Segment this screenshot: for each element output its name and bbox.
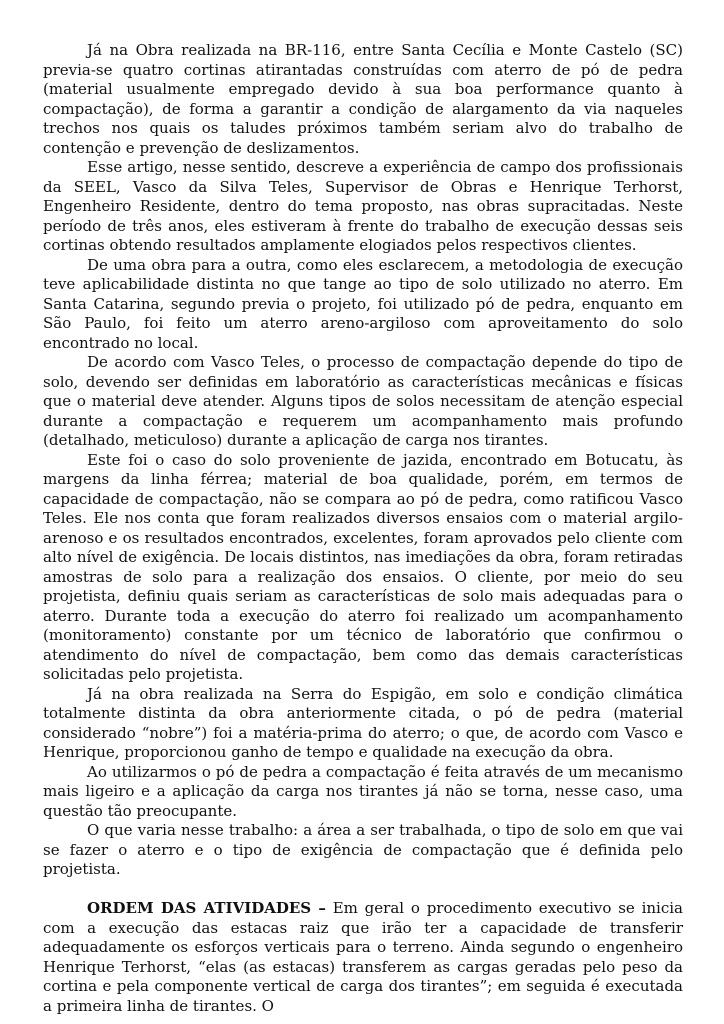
paragraph-br116-works: Já na Obra realizada na BR-116, entre Santa Cecília e Monte Castelo (SC) previa-se quatro cortinas atirantadas construídas com aterro de pó de pedra (material usualmente empregado devido à sua boa performance quanto à compactação), de forma a garantir a condição de alargamento da via naqueles trechos nos quais os taludes próximos também seriam alvo do trabalho de contenção e prevenção de deslizamentos. [43, 41, 683, 157]
section-order-of-activities [43, 899, 683, 1016]
document-page [43, 41, 683, 1016]
paragraph-compaction-process: De acordo com Vasco Teles, o processo de compactação depende do tipo de solo, devendo ser definidas em laboratório as características mecânicas e físicas que o material deve atender. Alguns tipos de solos necessitam de atenção especial durante a compactação e requerem um acompanhamento mais profundo (detalhado, meticuloso) durante a aplicação de carga nos tirantes. [43, 353, 683, 449]
paragraph-stone-dust: Ao utilizarmos o pó de pedra a compactação é feita através de um mecanismo mais ligeiro e a aplicação da carga nos tirantes já não se torna, nesse caso, uma questão tão preocupante. [43, 762, 683, 820]
section-text: Em geral o procedimento executivo se inicia com a execução das estacas raiz que irão ter a capacidade de transferir adequadamente os esforços verticais para o terreno. Ainda segundo o engenheiro Henrique Terhorst, “elas (as estacas) transferem as cargas geradas pelo peso da cortina e pela componente vertical de carga dos tirantes”; em seguida é executada a primeira linha de tirantes. O [43, 899, 683, 1015]
paragraph-methodology: De uma obra para a outra, como eles esclarecem, a metodologia de execução teve aplicabilidade distinta no que tange ao tipo de solo utilizado no aterro. Em Santa Catarina, segundo previa o projeto, foi utilizado pó de pedra, enquanto em São Paulo, foi feito um aterro areno-argiloso com aproveitamento do solo encontrado no local. [43, 255, 683, 352]
paragraph-serra-do-espigao: Já na obra realizada na Serra do Espigão, em solo e condição climática totalmente distinta da obra anteriormente citada, o pó de pedra (material considerado “nobre”) foi a matéria-prima do aterro; o que, de acordo com Vasco e Henrique, proporcionou ganho de tempo e qualidade na execução da obra. [43, 684, 683, 761]
paragraph-botucatu-soil: Este foi o caso do solo proveniente de jazida, encontrado em Botucatu, às margens da linha férrea; material de boa qualidade, porém, em termos de capacidade de compactação, não se compara ao pó de pedra, como ratificou Vasco Teles. Ele nos conta que foram realizados diversos ensaios com o material argilo-arenoso e os resultados encontrados, excelentes, foram aprovados pelo cliente com alto nível de exigência. De locais distintos, nas imediações da obra, foram retiradas amostras de solo para a realização dos ensaios. O cliente, por meio do seu projetista, definiu quais seriam as características de solo mais adequadas para o aterro. Durante toda a execução do aterro foi realizado um acompanhamento (monitoramento) constante por um técnico de laboratório que confirmou o atendimento do nível de compactação, bem como das demais características solicitadas pelo projetista. [43, 450, 683, 683]
paragraph-what-varies: O que varia nesse trabalho: a área a ser trabalhada, o tipo de solo em que vai se fazer o aterro e o tipo de exigência de compactação que é definida pelo projetista. [43, 821, 683, 878]
paragraph-article-purpose: Esse artigo, nesse sentido, descreve a experiência de campo dos profissionais da SEEL, Vasco da Silva Teles, Supervisor de Obras e Henrique Terhorst, Engenheiro Residente, dentro do tema proposto, nas obras supracitadas. Neste período de três anos, eles estiveram à frente do trabalho de execução dessas seis cortinas obtendo resultados amplamente elogiados pelos respectivos clientes. [43, 158, 683, 254]
section-heading: ORDEM DAS ATIVIDADES – [87, 899, 326, 917]
